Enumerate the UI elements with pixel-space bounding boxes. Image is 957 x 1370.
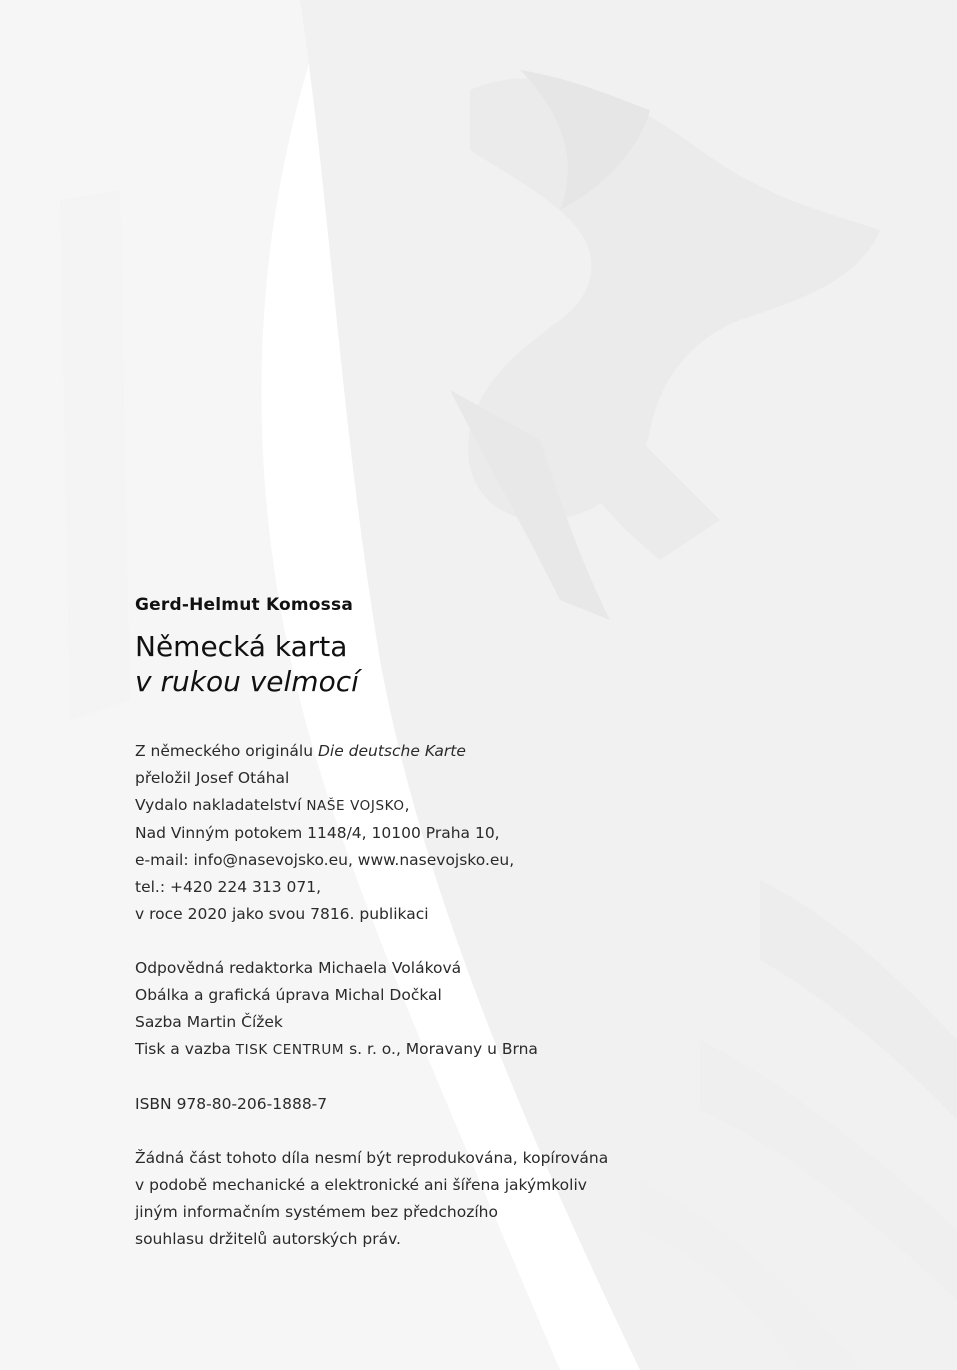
credit-typesetting: Sazba Martin Čížek xyxy=(135,1013,283,1031)
rights-line-3: jiným informačním systémem bez předchozího xyxy=(135,1203,498,1221)
publisher-contact: e-mail: info@nasevojsko.eu, www.nasevojsko.eu, xyxy=(135,851,515,869)
rights-line-1: Žádná část tohoto díla nesmí být reprodukována, kopírována xyxy=(135,1149,609,1167)
translator-line: přeložil Josef Otáhal xyxy=(135,769,290,787)
publisher-name: NAŠE VOJSKO xyxy=(306,798,405,814)
original-title: Die deutsche Karte xyxy=(317,742,466,760)
print-prefix: Tisk a vazba xyxy=(135,1040,236,1058)
published-suffix: , xyxy=(404,796,410,814)
rights-line-4: souhlasu držitelů autorských práv. xyxy=(135,1230,401,1248)
isbn-block xyxy=(135,1091,695,1118)
rights-notice xyxy=(135,1145,695,1253)
credit-editor: Odpovědná redaktorka Michaela Voláková xyxy=(135,959,462,977)
print-suffix: s. r. o., Moravany u Brna xyxy=(344,1040,538,1058)
imprint-page-content xyxy=(135,593,695,1253)
isbn-number: ISBN 978-80-206-1888-7 xyxy=(135,1095,328,1113)
publisher-address: Nad Vinným potokem 1148/4, 10100 Praha 10, xyxy=(135,824,500,842)
original-prefix: Z německého originálu xyxy=(135,742,318,760)
watermark-left-panel xyxy=(60,190,130,720)
rights-line-2: v podobě mechanické a elektronické ani šířena jakýmkoliv xyxy=(135,1176,587,1194)
book-title-line-2: v rukou velmocí xyxy=(135,665,359,698)
imprint-publication-info xyxy=(135,738,695,928)
imprint-credits xyxy=(135,955,695,1064)
original-title-line xyxy=(135,738,695,765)
book-title-line-1: Německá karta xyxy=(135,630,348,663)
credit-design: Obálka a grafická úprava Michal Dočkal xyxy=(135,986,442,1004)
credit-printing xyxy=(135,1036,695,1064)
book-author: Gerd-Helmut Komossa xyxy=(135,595,353,615)
publisher-line xyxy=(135,792,695,820)
publication-year-note: v roce 2020 jako svou 7816. publikaci xyxy=(135,905,429,923)
published-prefix: Vydalo nakladatelství xyxy=(135,796,307,814)
book-title xyxy=(135,629,695,699)
publisher-phone: tel.: +420 224 313 071, xyxy=(135,878,322,896)
printer-name: TISK CENTRUM xyxy=(235,1042,345,1058)
